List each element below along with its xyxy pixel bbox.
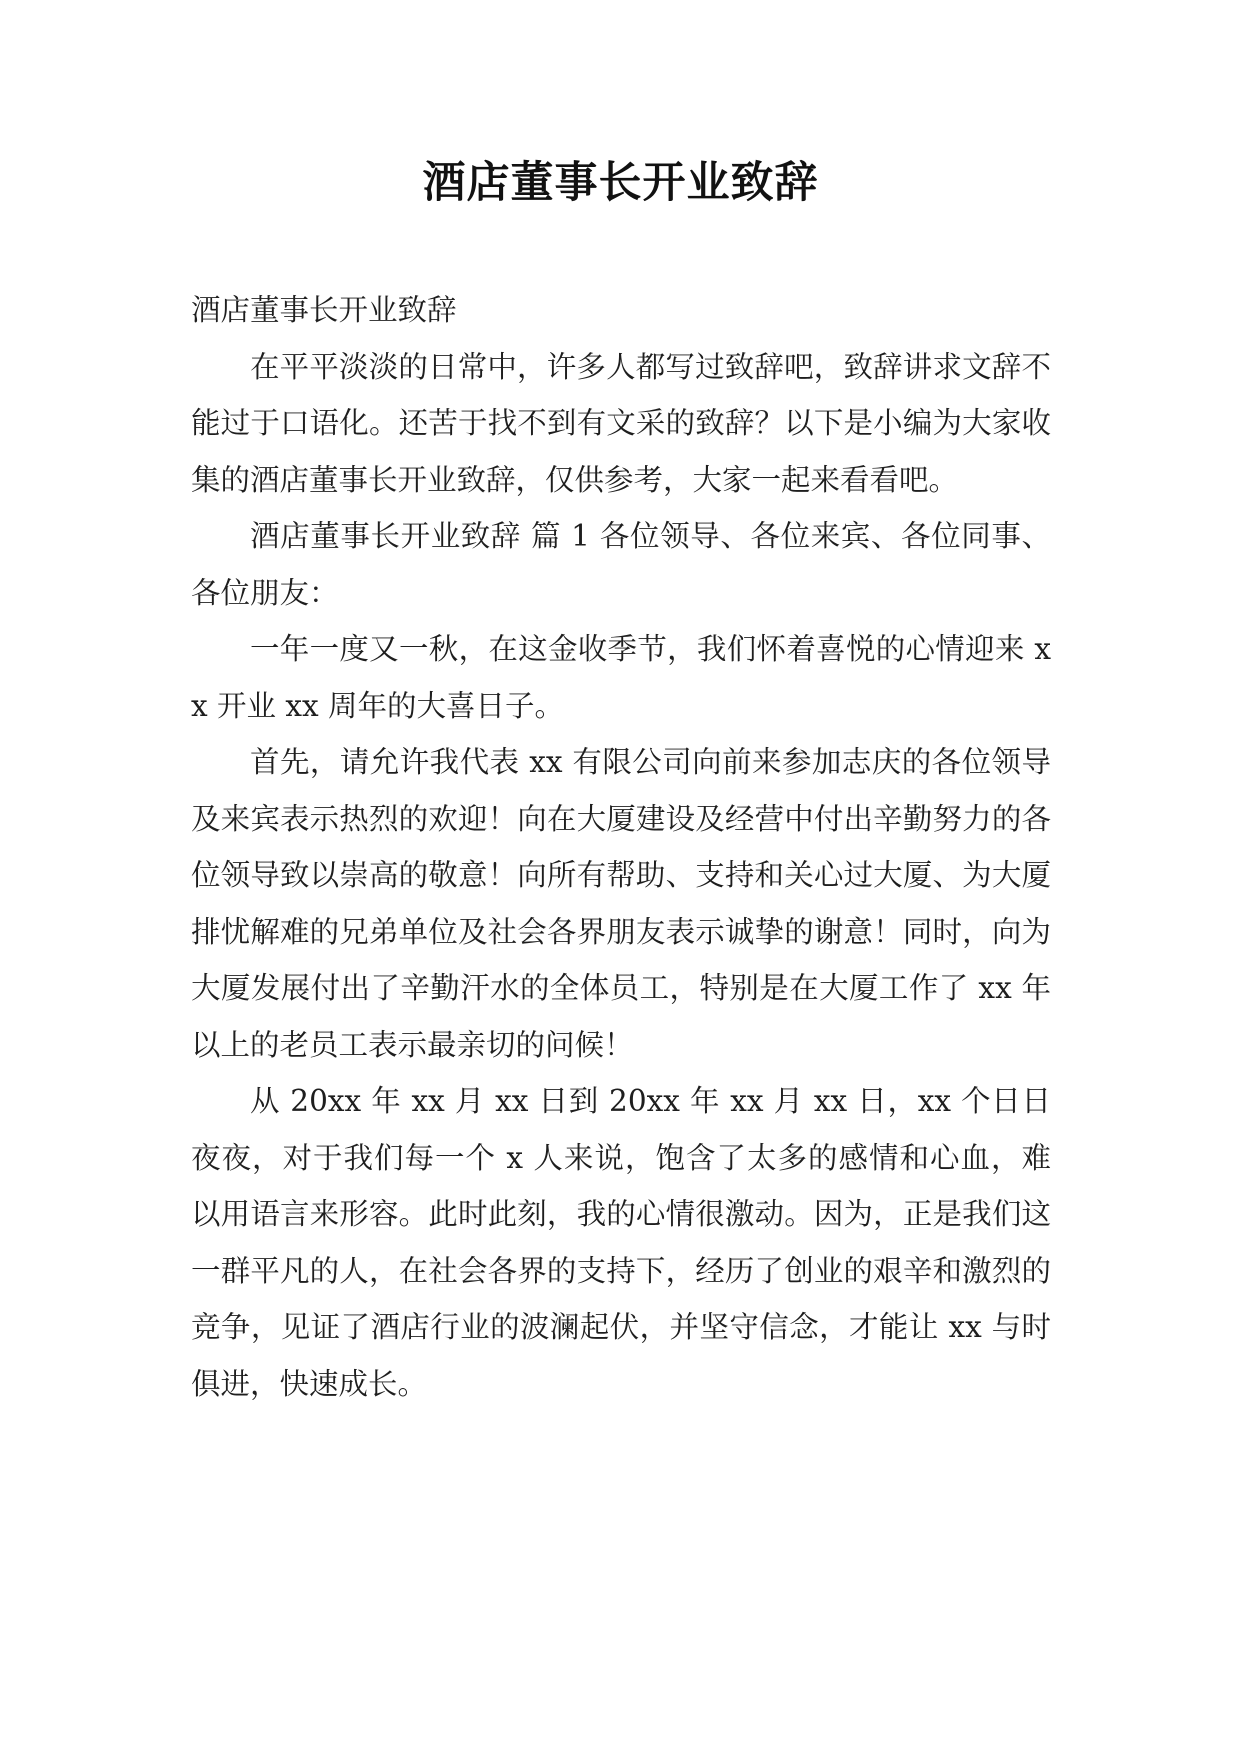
intro-paragraph: 在平平淡淡的日常中，许多人都写过致辞吧，致辞讲求文辞不能过于口语化。还苦于找不到有文采的致辞？以下是小编为大家收集的酒店董事长开业致辞，仅供参考，大家一起来看看吧。 <box>191 349 1051 497</box>
body-paragraph: 首先，请允许我代表 xx 有限公司向前来参加志庆的各位领导及来宾表示热烈的欢迎！向在大厦建设及经营中付出辛勤努力的各位领导致以崇高的敬意！向所有帮助、支持和关心过大厦、为大厦排忧解难的兄弟单位及社会各界朋友表示诚挚的谢意！同时，向为大厦发展付出了辛勤汗水的全体员工，特别是在大厦工作了 xx 年以上的老员工表示最亲切的问候！ <box>191 745 1051 1062</box>
body-paragraph: 从 20xx 年 xx 月 xx 日到 20xx 年 xx 月 xx 日，xx 个日日夜夜，对于我们每一个 x 人来说，饱含了太多的感情和心血，难以用语言来形容。此时此刻，我的心情很激动。因为，正是我们这一群平凡的人，在社会各界的支持下，经历了创业的艰辛和激烈的竞争，见证了酒店行业的波澜起伏，并坚守信念，才能让 xx 与时俱进，快速成长。 <box>191 1084 1051 1401</box>
document-body <box>191 282 1051 1412</box>
greeting-paragraph: 酒店董事长开业致辞 篇 1 各位领导、各位来宾、各位同事、各位朋友： <box>191 519 1051 610</box>
document-title: 酒店董事长开业致辞 <box>422 158 819 208</box>
subtitle-paragraph: 酒店董事长开业致辞 <box>191 293 457 327</box>
body-paragraph: 一年一度又一秋，在这金收季节，我们怀着喜悦的心情迎来 xx 开业 xx 周年的大喜日子。 <box>191 632 1051 723</box>
